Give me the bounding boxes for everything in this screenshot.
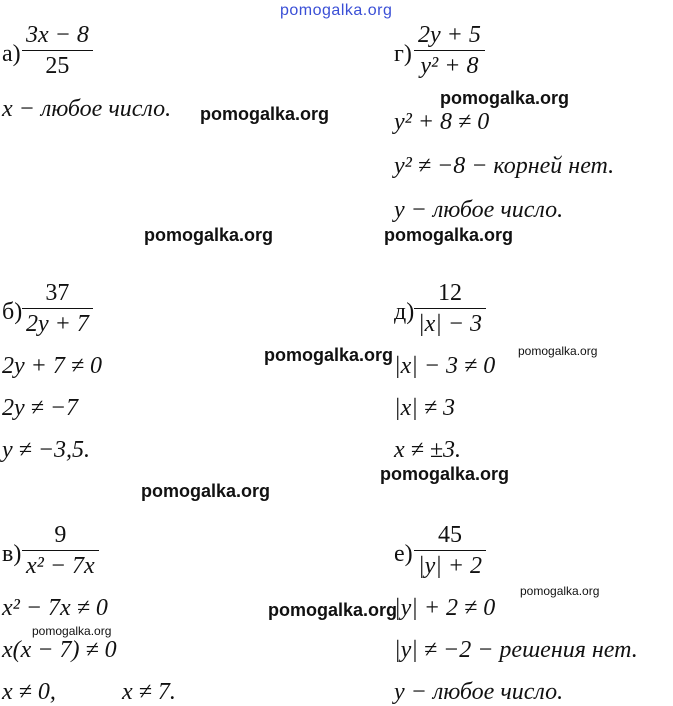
fraction-d-numerator: 12 [438, 280, 463, 306]
fraction-d [414, 280, 486, 337]
fraction-g-denominator: y² + 8 [420, 53, 479, 79]
e-line-3: y − любое число. [394, 679, 564, 705]
fraction-v [22, 522, 99, 579]
watermark: pomogalka.org [440, 88, 570, 108]
fraction-v-numerator: 9 [54, 522, 67, 548]
watermark: pomogalka.org [200, 104, 330, 124]
fraction-b-numerator: 37 [45, 280, 70, 306]
fraction-d-denominator: |x| − 3 [418, 311, 483, 337]
g-line-3: y − любое число. [394, 197, 564, 223]
label-b: б) [2, 299, 23, 325]
fraction-e-numerator: 45 [438, 522, 463, 548]
fraction-d-bar [414, 308, 486, 309]
fraction-a-bar [22, 50, 93, 51]
watermark: pomogalka.org [520, 584, 600, 598]
b-line-2: 2y ≠ −7 [2, 395, 79, 421]
e-line-2: |y| ≠ −2 − решения нет. [394, 637, 638, 663]
v-line-3a: x ≠ 0, [2, 679, 56, 705]
label-e: е) [394, 541, 413, 567]
fraction-a-denominator: 25 [45, 53, 70, 79]
label-v: в) [2, 541, 22, 567]
watermark: pomogalka.org [380, 464, 510, 484]
fraction-g [414, 22, 485, 79]
g-line-2: y² ≠ −8 − корней нет. [394, 153, 615, 179]
fraction-v-denominator: x² − 7x [26, 553, 95, 579]
fraction-a-numerator: 3x − 8 [26, 22, 89, 48]
label-a: а) [2, 41, 21, 67]
fraction-e [414, 522, 486, 579]
label-g: г) [394, 41, 412, 67]
watermark: pomogalka.org [144, 225, 274, 245]
watermark: pomogalka.org [32, 624, 112, 638]
watermark: pomogalka.org [268, 600, 398, 620]
fraction-e-bar [414, 550, 486, 551]
v-line-1: x² − 7x ≠ 0 [2, 595, 108, 621]
fraction-a [22, 22, 93, 79]
g-line-1: y² + 8 ≠ 0 [394, 109, 490, 135]
fraction-b-denominator: 2y + 7 [26, 311, 89, 337]
v-line-2: x(x − 7) ≠ 0 [2, 637, 117, 663]
watermark-top: pomogalka.org [280, 2, 393, 19]
d-line-3: x ≠ ±3. [394, 437, 461, 463]
fraction-g-numerator: 2y + 5 [418, 22, 481, 48]
watermark: pomogalka.org [141, 481, 271, 501]
d-line-2: |x| ≠ 3 [394, 395, 456, 421]
fraction-v-bar [22, 550, 99, 551]
a-line-1: x − любое число. [2, 96, 172, 122]
fraction-g-bar [414, 50, 485, 51]
watermark: pomogalka.org [518, 344, 598, 358]
fraction-e-denominator: |y| + 2 [418, 553, 483, 579]
d-line-1: |x| − 3 ≠ 0 [394, 353, 496, 379]
b-line-3: y ≠ −3,5. [2, 437, 91, 463]
label-d: д) [394, 299, 415, 325]
fraction-b-bar [22, 308, 93, 309]
e-line-1: |y| + 2 ≠ 0 [394, 595, 496, 621]
watermark: pomogalka.org [384, 225, 514, 245]
fraction-b [22, 280, 93, 337]
v-line-3b: x ≠ 7. [122, 679, 176, 705]
watermark: pomogalka.org [264, 345, 394, 365]
b-line-1: 2y + 7 ≠ 0 [2, 353, 103, 379]
